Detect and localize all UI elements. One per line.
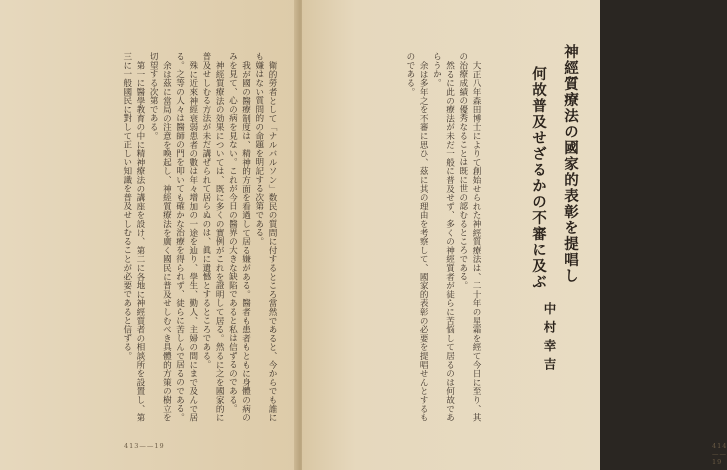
right-page-body — [322, 52, 482, 422]
left-page-body — [20, 52, 278, 422]
right-page — [302, 0, 727, 470]
paragraph: 余は茲に當局の注意を喚起し、神經質療法を廣く國民に普及せしむべき具體的方策の樹立を切望する次第である。 — [148, 52, 172, 422]
paragraph: 第一に醫學教育の中に精神療法の講座を設け、第二に各地に神經質者の相談所を設置し、第三に一般國民に對して正しい知識を普及せしむることが必要であると信ずる。 — [121, 52, 145, 422]
paragraph: 衛的勞者として「ナルバルソン」数民の質問に付するところ當然であると、今からでも誰にも嫌はない質問的の命題を明記する次第である。 — [253, 52, 277, 422]
left-folio: 413——19 — [124, 442, 165, 450]
left-page — [0, 0, 298, 470]
paragraph: 我が國の醫療制度は、精神的方面を看過して居る嫌がある。醫者も患者もともに身體の病のみを見て、心の病を見ない。これが今日の醫界の大きな缺陷であると私は信ずるのである。 — [227, 52, 251, 422]
paragraph: 大正八年森田博士によりて創始せられた神經質療法は、二十年の星霜を經て今日に至り、其の治療成績の優秀なることは既に世の認むるところである。 — [457, 52, 481, 422]
paragraph: 然るに此の療法が未だ一般に普及せず、多くの神經質者が徒らに苦悩して居るのは何故であらうか。 — [431, 52, 455, 422]
paragraph: 殊に近來神經衰弱患者の數は年々增加の一途を辿り、學生、勤人、主婦の間にまで及んで居る。之等の人々は醫師の門を叩いても確かな治療を得られず、徒らに苦しんで居るのである。 — [174, 52, 198, 422]
title-line-2: 何故普及せざるかの不審に及ぶ — [530, 66, 547, 290]
author-name: 中村幸吉 — [542, 302, 557, 376]
title-line-1: 神經質療法の國家的表彰を提唱し — [562, 44, 579, 284]
paragraph: 神經質療法の効果については、既に多くの實例がこれを證明して居る。然るに之を國家的に普及せしむる方法が未だ講ぜられて居らぬのは、眞に遺憾とするところである。 — [200, 52, 225, 422]
right-folio: 414——19 — [712, 442, 727, 466]
paragraph: 余は多年之を不審に思ひ、茲に其の理由を考察して、國家的表彰の必要を提唱せんとするものである。 — [404, 52, 429, 422]
